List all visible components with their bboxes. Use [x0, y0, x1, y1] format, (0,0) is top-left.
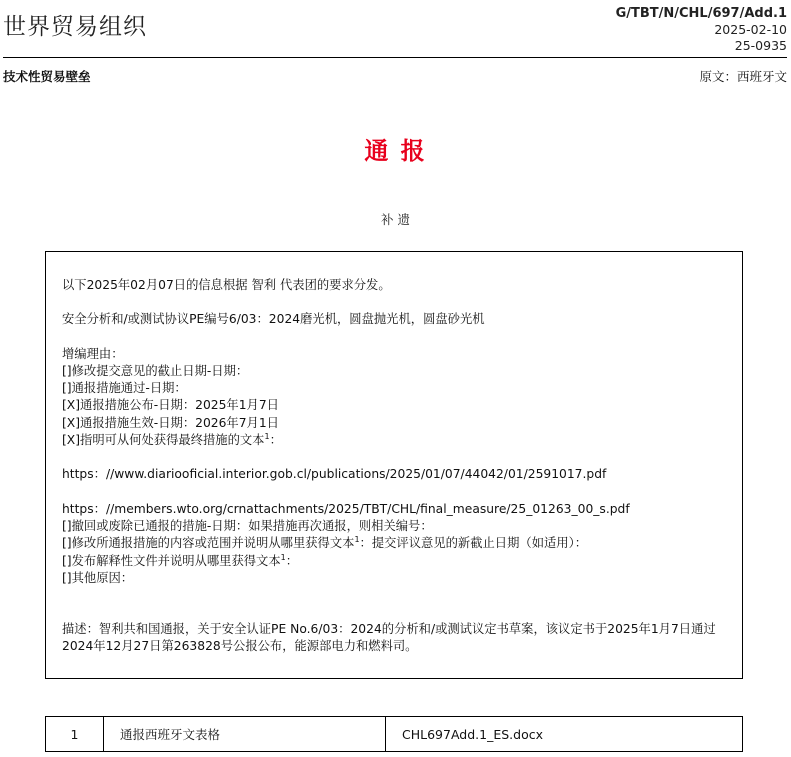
reason-other: []其他原因： — [62, 570, 134, 585]
notification-content-box — [45, 251, 743, 679]
addendum-label: 补 遗 — [381, 212, 410, 227]
document-date: 2025-02-10 — [714, 22, 787, 37]
reason-text-location: [X]指明可从何处获得最终措施的文本$^1$： — [62, 432, 282, 448]
measure-url-1[interactable]: https：//www.diariooficial.interior.gob.cl/publications/2025/01/07/44042/01/2591017.pdf — [62, 467, 607, 482]
organization-title: 世界贸易组织 — [3, 14, 147, 40]
original-language: 原文：西班牙文 — [699, 69, 787, 84]
reason-comment-deadline: []修改提交意见的截止日期-日期： — [62, 363, 249, 378]
attachment-name: 通报西班牙文表格 — [104, 717, 386, 751]
reason-publication: [X]通报措施公布-日期：2025年1月7日 — [62, 398, 279, 413]
footnote-marker: 1 — [354, 535, 360, 545]
description-text: 描述：智利共和国通报，关于安全认证PE No.6/03：2024的分析和/或测试议定书草案，该议定书于2025年1月7日通过2024年12月27日第263828号公报公布，能源部电力和燃料司。 — [62, 622, 716, 654]
footnote-marker: 1 — [264, 432, 270, 442]
committee-name: 技术性贸易壁垒 — [3, 69, 91, 84]
reason-adoption: []通报措施通过-日期： — [62, 381, 187, 396]
reason-heading: 增编理由： — [62, 346, 124, 361]
footnote-marker: 1 — [280, 552, 286, 562]
header-divider — [3, 57, 787, 58]
document-symbol-block — [616, 6, 787, 54]
subject-text: 安全分析和/或测试协议PE编号6/03：2024磨光机，圆盘抛光机，圆盘砂光机 — [62, 312, 485, 327]
reason-withdrawal: []撤回或废除已通报的措施-日期：如果措施再次通报，则相关编号： — [62, 518, 433, 533]
measure-url-2[interactable]: https：//members.wto.org/crnattachments/2025/TBT/CHL/final_measure/25_01263_00_s.pdf — [62, 501, 630, 516]
intro-text: 以下2025年02月07日的信息根据 智利 代表团的要求分发。 — [62, 278, 391, 292]
reason-interpretive-document: []发布解释性文件并说明从哪里获得文本$^1$： — [62, 552, 299, 568]
document-number: 25-0935 — [734, 38, 787, 53]
notification-title: 通 报 — [364, 137, 427, 165]
reason-entry-into-force: [X]通报措施生效-日期：2026年7月1日 — [62, 415, 279, 430]
document-symbol: G/TBT/N/CHL/697/Add.1 — [615, 6, 787, 21]
attachment-file-link[interactable]: CHL697Add.1_ES.docx — [402, 726, 543, 742]
reason-modification: []修改所通报措施的内容或范围并说明从哪里获得文本$^1$：提交评议意见的新截止日期（如适用）： — [62, 535, 588, 551]
attachments-table — [45, 716, 743, 752]
attachment-number: 1 — [46, 717, 104, 751]
